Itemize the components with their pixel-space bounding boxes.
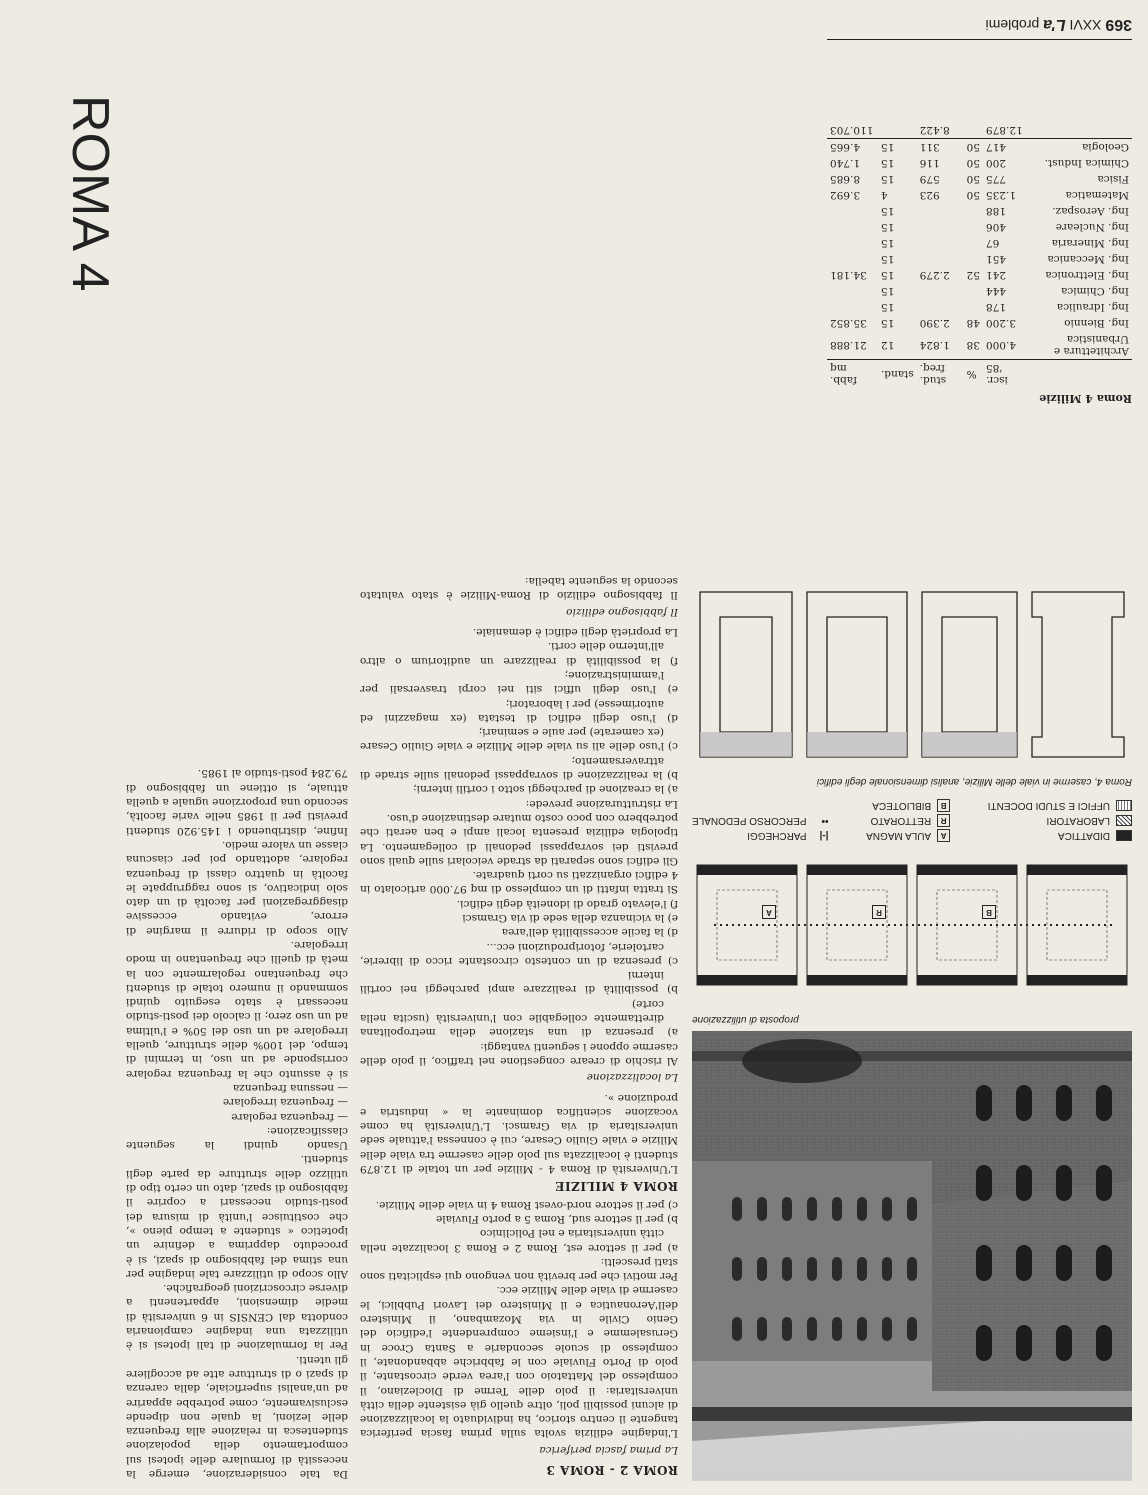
table-cell: Ing. Biennio: [1064, 317, 1129, 329]
table-cell: [964, 203, 983, 219]
issue-number: XXVI: [1069, 17, 1102, 33]
table-cell: Ing. Chimica: [1061, 285, 1129, 297]
table-cell: [827, 283, 878, 299]
table-cell: 15: [880, 221, 895, 233]
table-cell: 15: [880, 173, 895, 185]
mid-list-item: a) per il settore est, Roma 2 e Roma 3 localizzate nella città universitaria e nel Policlinico: [360, 1227, 678, 1254]
table-row: [827, 219, 1132, 235]
mid-paragraph-7: La ristrutturazione prevede:: [525, 797, 678, 810]
mid-list-item: b) per il settore sud, Roma 5 a porto Fluviale: [436, 1212, 678, 1225]
heading-roma2-roma3: ROMA 2 - ROMA 3: [546, 1463, 678, 1477]
page-number: 369: [1105, 16, 1132, 33]
table-cell: 116: [919, 157, 940, 169]
left-paragraph-3: Allo scopo di utilizzare tale indagine per una stima del fabbisogno di spazi, si è proceduto dapprima a definire un ipotetico « studente a tempo pieno », che costituisce l'unità di misura dei posti-studio necessari a coprire il fabbisogno di spazi, dato un certo tipo di utilizzo delle strutture da parte degli studenti.: [126, 1153, 348, 1280]
table-cell: 200: [985, 157, 1007, 169]
table-cell: 15: [880, 317, 895, 329]
table-cell: Ing. Elettronica: [1045, 269, 1129, 281]
table-cell: [917, 299, 964, 315]
legend-item-aula-magna: A AULA MAGNA: [866, 828, 950, 843]
parcheggi-symbol: |-|: [819, 830, 829, 841]
table-cell: 15: [880, 141, 895, 153]
table-row: [827, 251, 1132, 267]
table-cell: [917, 251, 964, 267]
mid-paragraph-1: L'indagine edilizia svolta sulla prima fascia periferica tangente il centro storico, ha individuato la localizzazione di alcuni possibili poli, oltre quello già esistente della città universitaria: il polo delle Terme di Diocleziano, il complesso del Mattatoio con l'area verde circostante, il polo di Porto Fluviale con le fabbriche abbandonate, il complesso di scuole secondarie a Santa Croce in Gerusalemme e l'insieme comprendente l'edificio del Genio Civile in via Mozambano, il Ministero dell'Aeronautica e il Ministero dei Lavori Pubblici, le caserme di viale delle Milizie ecc.: [360, 1284, 678, 1440]
table-cell: 12: [880, 339, 895, 351]
legend-col-1: [988, 798, 1132, 843]
table-cell: 21.888: [830, 339, 867, 351]
table-cell: 50: [966, 173, 980, 185]
table-cell: 4.000: [985, 339, 1017, 351]
magazine-brand: L'a: [1043, 16, 1066, 33]
table-cell: 50: [966, 189, 980, 201]
table-cell: 67: [985, 237, 1000, 249]
table-cell: [964, 235, 983, 251]
table-cell: [827, 203, 878, 219]
table-header-cell: stand.: [880, 368, 914, 380]
requirements-table: [827, 122, 1132, 388]
left-paragraph-6: Allo scopo di ridurre il margine di errore, evitando eccessive disaggregazioni per facoltà di un dato solo indicativo, si sono raggruppate le facoltà in quattro classi di frequenza regolare, adottando poi per ciascuna classe un valore medio.: [126, 838, 348, 937]
table-cell: Ing. Aerospaz.: [1052, 205, 1129, 217]
buildings-analysis-drawing: [692, 577, 1132, 767]
table-header-cell: fabb. mq: [830, 362, 857, 386]
table-cell: Geologia: [1082, 141, 1129, 153]
table-cell: [827, 299, 878, 315]
plan-caption: proposta di utilizzazione: [692, 1014, 799, 1025]
left-list-item: — frequenza regolare: [231, 1110, 348, 1123]
table-cell: [917, 219, 964, 235]
table-cell: [827, 251, 878, 267]
table-cell: [827, 219, 878, 235]
percorso-symbol: ••: [821, 815, 829, 826]
mid-list3-item: b) la realizzazione di sovrappassi pedonali sulle strade di attraversamento;: [360, 754, 678, 782]
section-name: problemi: [985, 17, 1040, 33]
table-row: [827, 171, 1132, 187]
table-row: [827, 203, 1132, 219]
barracks-photo: [692, 1031, 1132, 1481]
table-block: [827, 122, 1132, 405]
header-rule: [827, 39, 1132, 40]
table-cell: 1.824: [919, 339, 950, 351]
table-cell: 188: [985, 205, 1007, 217]
table-cell: 34.181: [830, 269, 867, 281]
table-cell: [917, 203, 964, 219]
table-cell: 4: [880, 189, 888, 201]
mid-paragraph-6: Gli edifici sono separati da strade veicolari sulle quali sono previsti dei sovrappassi pedonali di collegamento. La tipologia edilizia presenta locali ampi e ben aerati che potrebbero con poco costo mutare destinazione d'uso.: [360, 811, 678, 867]
mid-list2-item: a) presenza di una stazione della metropolitana direttamente collegabile con l'università (uscita nella corte): [360, 997, 678, 1039]
left-list-item: — frequenza irregolare: [222, 1096, 348, 1109]
table-total-cell: [964, 122, 983, 139]
legend-item-parcheggi: |-| PARCHEGGI: [747, 830, 829, 841]
table-cell: 15: [880, 157, 895, 169]
left-intro: Da tale considerazione, emerge la necessità di formulare delle ipotesi sul comportamento della popolazione studentesca in relazione alla frequenza delle lezioni, la quale non dipende esclusivamente, come potrebbe apparire ad un'analisi superficiale, dalla carenza di spazi o di strutture atte ad accogliere gli utenti.: [126, 1353, 348, 1480]
table-cell: Ing. Nucleare: [1055, 221, 1129, 233]
table-cell: 923: [919, 189, 940, 201]
left-column: [126, 41, 348, 1481]
table-cell: Matematica: [1065, 189, 1129, 201]
subheading-prima-fascia: La prima fascia periferica: [539, 1443, 678, 1456]
table-cell: Ing. Mineraria: [1051, 237, 1129, 249]
side-title-wrap: [61, 95, 119, 292]
table-row: [827, 283, 1132, 299]
mid-paragraph-8: La proprietà degli edifici è demaniale.: [472, 626, 678, 639]
laboratori-swatch: [1116, 815, 1132, 826]
legend-item-laboratori: LABORATORI: [988, 813, 1132, 828]
mid-list-item: c) per il settore nord-ovest Roma 4 in viale delle Milizie.: [375, 1198, 678, 1211]
subheading-fabbisogno: Il fabbisogno edilizio: [566, 605, 678, 618]
table-cell: 15: [880, 237, 895, 249]
plan-label-a: A: [762, 905, 776, 919]
table-cell: 15: [880, 285, 895, 297]
side-title: ROMA 4: [61, 95, 119, 292]
table-cell: 444: [985, 285, 1007, 297]
table-cell: 2.279: [919, 269, 950, 281]
site-plan-drawing: [692, 855, 1132, 1005]
left-paragraph-4: Usando quindi la seguente classificazione:: [126, 1124, 348, 1152]
table-cell: 50: [966, 157, 980, 169]
mid-list2-item: f) l'elevato grado di idoneità degli edifici.: [456, 897, 678, 910]
table-cell: 178: [985, 301, 1007, 313]
figure-caption: Roma 4, caserme in viale delle Milizie, analisi dimensionale degli edifici: [816, 776, 1132, 787]
table-cell: Architettura e Urbanistica: [1053, 333, 1129, 357]
page-header: [986, 15, 1132, 33]
mid-paragraph-9: Il fabbisogno edilizio di Roma-Milizie è stato valutato secondo la seguente tabella:: [360, 575, 678, 602]
table-cell: [827, 235, 878, 251]
table-cell: 15: [880, 253, 895, 265]
table-header-cell: stud. freq.: [919, 362, 947, 386]
mid-paragraph-3: L'Università di Roma 4 - Milizie per un totale di 12.879 studenti è localizzata sul polo delle caserme tra viale delle Milizie e viale Giulio Cesare, cui è connessa l'attuale sede universitaria di via Gramsci. L'Università ha come vocazione scientifica dominante la « industria e produzione ».: [360, 1091, 678, 1176]
table-cell: 1.740: [830, 157, 861, 169]
table-cell: 52: [966, 269, 980, 281]
buildings-analysis: [692, 577, 1132, 767]
table-total-cell: 8.422: [919, 124, 950, 136]
didattica-swatch: [1116, 830, 1132, 841]
table-total-cell: [1028, 122, 1132, 139]
mid-paragraph-2: Per motivi che per brevità non vengono qui esplicitati sono stati prescelti:: [360, 1255, 678, 1283]
table-row: [827, 235, 1132, 251]
table-totals-row: [827, 122, 1132, 139]
legend-item-rettorato: R RETTORATO: [866, 813, 950, 828]
table-cell: 579: [919, 173, 940, 185]
table-cell: 775: [985, 173, 1007, 185]
table-cell: [964, 251, 983, 267]
table-header-cell: iscr. '85: [985, 362, 1008, 386]
mid-list2-item: b) possibilità di realizzare ampi parcheggi nei cortili interni: [360, 969, 678, 996]
table-cell: 3.200: [985, 317, 1017, 329]
table-cell: 38: [966, 339, 980, 351]
table-cell: [964, 219, 983, 235]
mid-list2-item: c) presenza di un contesto circostante ricco di librerie, cartolerie, fotoriproduzioni ecc...: [360, 940, 678, 967]
uffici-swatch: [1116, 800, 1132, 811]
table-cell: 3.692: [830, 189, 861, 201]
table-title: Roma 4 Milizie: [1039, 392, 1132, 405]
table-cell: 15: [880, 205, 895, 217]
middle-column: [360, 41, 678, 1481]
table-cell: Chimica Indust.: [1044, 157, 1129, 169]
table-cell: 241: [985, 269, 1007, 281]
table-total-cell: 12.879: [985, 124, 1023, 136]
left-paragraph-7: Infine, distribuendo i 145.920 studenti previsti per il 1985 nelle varie facoltà, secondo una proporzione uguale a quella attuale, si ottiene un fabbisogno di 79.284 posti-studio al 1985.: [126, 767, 348, 837]
table-row: [827, 299, 1132, 315]
heading-roma4-milizie: ROMA 4 MILIZIE: [554, 1179, 678, 1194]
mid-list3-item: f) la possibilità di realizzare un auditorium o altro all'interno delle corti.: [360, 640, 678, 667]
mid-list3-item: c) l'uso delle ali su viale delle Milizie e viale Giulio Cesare (ex camerate) per aule e seminari;: [360, 726, 678, 753]
mid-paragraph-5: Si tratta infatti di un complesso di mq 97.000 articolato in 4 edifici organizzati su corti quadrate.: [360, 869, 678, 896]
table-cell: 1.235: [985, 189, 1017, 201]
table-cell: [964, 299, 983, 315]
table-cell: Fisica: [1097, 173, 1129, 185]
legend-item-uffici: UFFICI E STUDI DOCENTI: [988, 798, 1132, 813]
photo-drawing: [692, 1031, 1132, 1481]
table-row: [827, 331, 1132, 360]
table-cell: 48: [966, 317, 980, 329]
table-row: [827, 139, 1132, 156]
table-row: [827, 267, 1132, 283]
mid-list3-item: d) l'uso degli edifici di testata (ex magazzini ed autorimesse) per i laboratori;: [360, 697, 678, 724]
left-paragraph-5: si è assunto che la frequenza regolare corrisponde ad un uso, in termini di tempo, del 100% delle strutture, quella irregolare ad un uso del 50% e l'ultima ad un uso zero; il calcolo dei posti-studio necessari è stato eseguito quindi sommando il numero totale di studenti che frequentano regolarmente con la metà di quelli che frequentano in modo irregolare.: [126, 939, 348, 1080]
table-row: [827, 187, 1132, 203]
table-cell: 417: [985, 141, 1007, 153]
table-header-cell: [1028, 360, 1132, 389]
table-total-cell: 110.703: [830, 124, 874, 136]
table-cell: 311: [919, 141, 940, 153]
mid-list2-item: d) la facile accessibilità dell'area: [501, 926, 678, 939]
table-cell: Ing. Idraulica: [1056, 301, 1129, 313]
legend-item-didattica: DIDATTICA: [988, 828, 1132, 843]
legend-item-percorso: •• PERCORSO PEDONALE: [692, 815, 829, 826]
table-total-cell: [878, 122, 917, 139]
mid-list2-item: e) la vicinanza della sede di via Gramsci: [462, 912, 678, 925]
table-cell: 2.390: [919, 317, 950, 329]
table-cell: 8.685: [830, 173, 861, 185]
left-list-item: — nessuna frequenza: [232, 1081, 348, 1094]
table-cell: 15: [880, 301, 895, 313]
table-cell: 50: [966, 141, 980, 153]
table-cell: [917, 283, 964, 299]
left-paragraph-2: Per la formulazione di tali ipotesi si è utilizzata una indagine campionaria condotta dal CENSIS in 6 università di medie dimensioni, appartenenti a diverse circoscrizioni geografiche.: [126, 1282, 348, 1352]
table-cell: [964, 283, 983, 299]
plan-label-b: B: [982, 905, 996, 919]
table-header-cell: %: [966, 368, 977, 380]
table-cell: [917, 235, 964, 251]
table-cell: Ing. Meccanica: [1047, 253, 1129, 265]
plan-legend: [692, 798, 1132, 843]
subheading-localizzazione: La localizzazione: [586, 1071, 678, 1084]
table-cell: 35.852: [830, 317, 867, 329]
legend-col-2: [866, 798, 950, 843]
table-cell: 451: [985, 253, 1007, 265]
legend-col-3: [692, 798, 828, 843]
table-cell: 406: [985, 221, 1007, 233]
table-cell: 15: [880, 269, 895, 281]
mid-list3-item: e) l'uso degli uffici siti nei corpi trasversali per l'amministrazione;: [360, 668, 678, 696]
table-header-row: [827, 360, 1132, 389]
plan-label-r: R: [872, 905, 886, 919]
table-row: [827, 315, 1132, 331]
mid-paragraph-4: Al rischio di creare congestione nel traffico, il polo delle caserme oppone i seguenti vantaggi:: [360, 1040, 678, 1067]
table-cell: 4.665: [830, 141, 861, 153]
legend-item-biblioteca: B BIBLIOTECA: [866, 798, 950, 813]
table-row: [827, 155, 1132, 171]
site-plan: [692, 855, 1132, 1005]
mid-list3-item: a) la creazione di parcheggi sotto i cortili interni;: [413, 783, 678, 796]
